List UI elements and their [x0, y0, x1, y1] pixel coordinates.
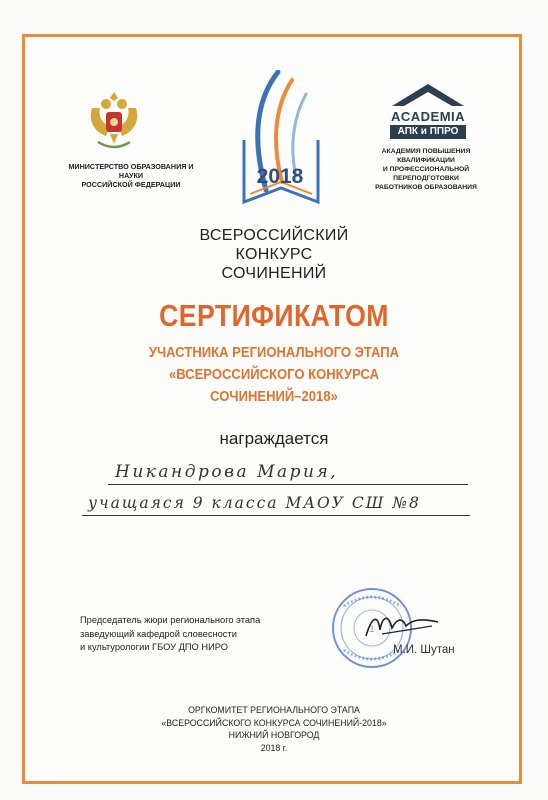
contest-emblem-icon — [226, 70, 336, 220]
certificate-heading: СЕРТИФИКАТОМ — [159, 298, 389, 333]
contest-title: ВСЕРОССИЙСКИЙ КОНКУРС СОЧИНЕНИЙ — [199, 227, 349, 282]
recipient-school: учащаяся 9 класса МАОУ СШ №8 — [88, 494, 421, 512]
academia-roof-icon — [390, 82, 466, 108]
coat-of-arms-icon — [84, 86, 144, 156]
signer-name: М.И. Шутан — [393, 644, 455, 656]
organizer-block: ОРГКОМИТЕТ РЕГИОНАЛЬНОГО ЭТАПА «ВСЕРОССИЙСКОГО КОНКУРСА СОЧИНЕНИЙ-2018» НИЖНИЙ НОВГОРОД 2018 г. — [161, 705, 387, 753]
ministry-name: МИНИСТЕРСТВО ОБРАЗОВАНИЯ И НАУКИ РОССИЙСКОЙ ФЕДЕРАЦИИ — [68, 162, 194, 189]
jury-chair: Председатель жюри регионального этапа заведующий кафедрой словесности и культурологии ГБОУ ДПО НИРО — [80, 615, 261, 652]
awarded-text: награждается — [219, 429, 329, 448]
academia-logo — [390, 82, 466, 144]
emblem-year: 2018 — [256, 165, 304, 188]
academia-word: ACADEMIA — [390, 109, 466, 124]
recipient-underline-2 — [82, 515, 470, 516]
signature-icon — [362, 606, 442, 642]
recipient-underline-1 — [108, 484, 468, 485]
recipient-name: Никандрова Мария, — [115, 462, 339, 482]
academia-description: АКАДЕМИЯ ПОВЫШЕНИЯ КВАЛИФИКАЦИИ И ПРОФЕССИОНАЛЬНОЙ ПЕРЕПОДГОТОВКИ РАБОТНИКОВ ОБРАЗОВАНИЯ — [375, 148, 477, 191]
certificate-subheading: УЧАСТНИКА РЕГИОНАЛЬНОГО ЭТАПА «ВСЕРОССИЙСКОГО КОНКУРСА СОЧИНЕНИЙ–2018» — [148, 345, 400, 405]
academia-sub: АПК и ППРО — [390, 125, 466, 139]
svg-text:1: 1 — [369, 624, 375, 634]
